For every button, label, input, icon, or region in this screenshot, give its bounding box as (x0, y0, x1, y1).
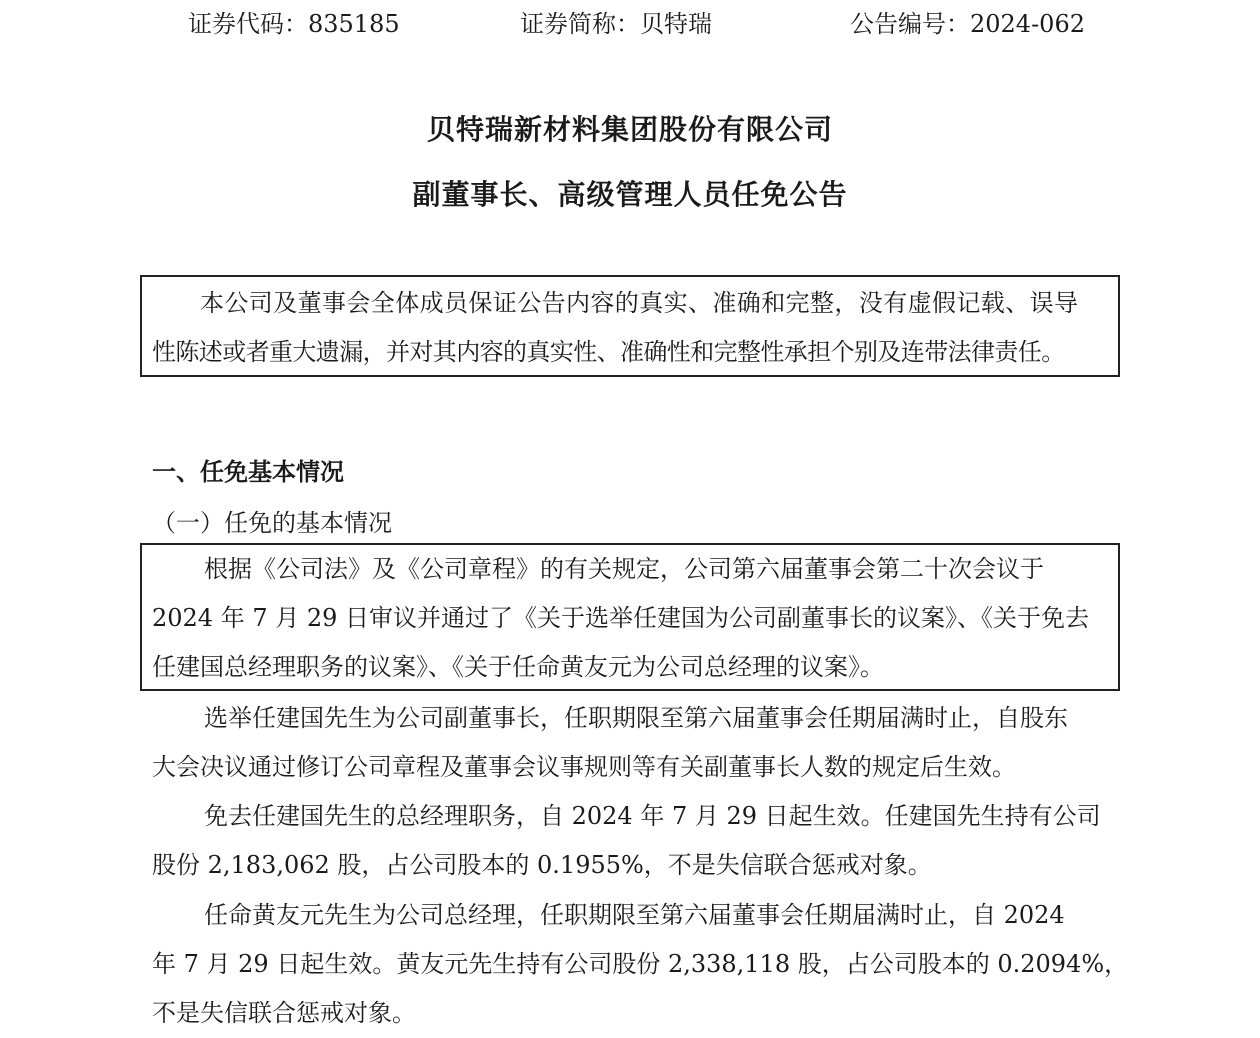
dismissal-paragraph (152, 792, 1101, 890)
para2-line-2: 大会决议通过修订公司章程及董事会议事规则等有关副董事长人数的规定后生效。 (152, 753, 1016, 781)
notice-title: 副董事长、高级管理人员任免公告 (412, 178, 848, 211)
appointment-paragraph (152, 891, 1128, 1038)
para4-line-3: 不是失信联合惩戒对象。 (152, 999, 416, 1027)
para4-line-2: 年 7 月 29 日起生效。黄友元先生持有公司股份 2,338,118 股，占公司股本的 0.2094%， (152, 950, 1129, 978)
para3-line-1: 免去任建国先生的总经理职务，自 2024 年 7 月 29 日起生效。任建国先生持有公司 (204, 802, 1101, 830)
para4-line-1: 任命黄友元先生为公司总经理，任职期限至第六届董事会任期届满时止，自 2024 (204, 901, 1065, 929)
disclaimer-text (152, 279, 1078, 377)
resolution-paragraph (152, 545, 1089, 692)
stock-code: 证券代码：835185 (188, 10, 400, 38)
disclaimer-line-2: 性陈述或者重大遗漏，并对其内容的真实性、准确性和完整性承担个别及连带法律责任。 (152, 338, 1065, 366)
stock-short-name: 证券简称：贝特瑞 (520, 10, 712, 38)
notice-number: 公告编号：2024-062 (850, 10, 1085, 38)
para2-line-1: 选举任建国先生为公司副董事长，任职期限至第六届董事会任期届满时止，自股东 (204, 704, 1068, 732)
para1-line-3: 任建国总经理职务的议案》、《关于任命黄友元为公司总经理的议案》。 (152, 653, 884, 681)
company-name: 贝特瑞新材料集团股份有限公司 (426, 113, 833, 146)
para3-line-2: 股份 2,183,062 股，占公司股本的 0.1955%，不是失信联合惩戒对象。 (152, 851, 932, 879)
document-header (0, 4, 1260, 38)
vice-chairman-paragraph (152, 694, 1068, 792)
disclaimer-line-1: 本公司及董事会全体成员保证公告内容的真实、准确和完整，没有虚假记载、误导 (200, 289, 1079, 317)
para1-line-2: 2024 年 7 月 29 日审议并通过了《关于选举任建国为公司副董事长的议案》、《关于免去 (152, 604, 1090, 632)
sub-heading: （一）任免的基本情况 (152, 509, 392, 537)
section-heading: 一、任免基本情况 (152, 457, 344, 486)
para1-line-1: 根据《公司法》及《公司章程》的有关规定，公司第六届董事会第二十次会议于 (204, 555, 1044, 583)
